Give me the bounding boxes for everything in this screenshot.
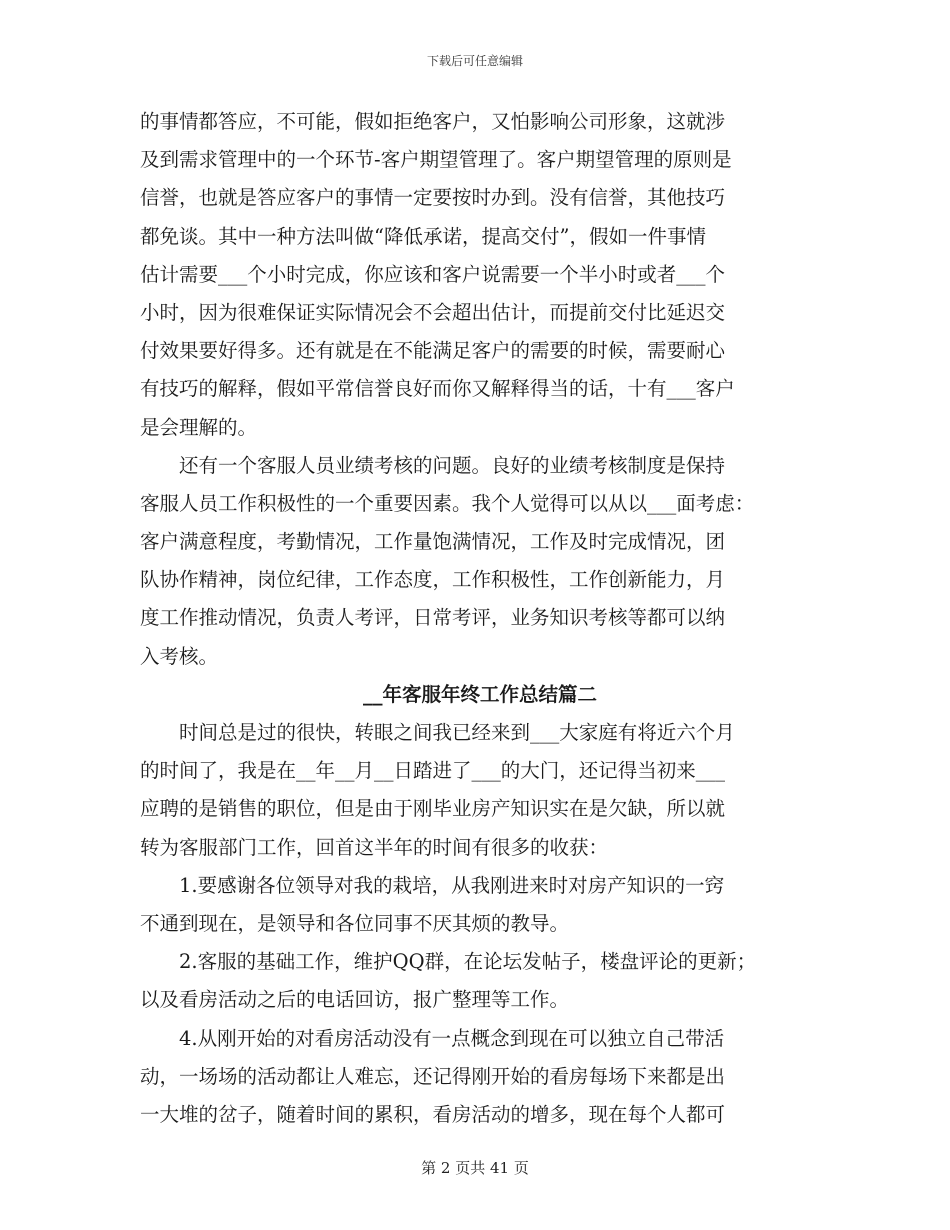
text-line: 的事情都答应，不可能，假如拒绝客户，又怕影响公司形象，这就涉 (140, 110, 726, 133)
text-line: 是会理解的。 (140, 415, 258, 439)
document-body (140, 103, 820, 1134)
text-line: 及到需求管理中的一个环节-客户期望管理了。客户期望管理的原则是 (140, 148, 732, 172)
section-title: __年客服年终工作总结篇二 (362, 682, 597, 706)
text-line: 动，一场场的活动都让人难忘，还记得刚开始的看房每场下来都是出 (140, 1064, 726, 1088)
text-line: 1.要感谢各位领导对我的栽培，从我刚进来时对房产知识的一窍 (140, 873, 725, 897)
text-line: 都免谈。其中一种方法叫做“降低承诺，提高交付”，假如一件事情 (140, 224, 706, 248)
text-line: 度工作推动情况，负责人考评，日常考评，业务知识考核等都可以纳 (140, 606, 726, 630)
text-line: 信誉，也就是答应客户的事情一定要按时办到。没有信誉，其他技巧 (140, 186, 726, 210)
text-line: 一大堆的岔子，随着时间的累积，看房活动的增多，现在每个人都可 (140, 1102, 726, 1126)
text-line: 客户满意程度，考勤情况，工作量饱满情况，工作及时完成情况，团 (140, 530, 726, 554)
text-line: 4.从刚开始的对看房活动没有一点概念到现在可以独立自己带活 (140, 1026, 725, 1050)
text-line: 队协作精神，岗位纪律，工作态度，工作积极性，工作创新能力，月 (140, 568, 726, 592)
text-line: 应聘的是销售的职位，但是由于刚毕业房产知识实在是欠缺，所以就 (140, 797, 726, 821)
text-line: 付效果要好得多。还有就是在不能满足客户的需要的时候，需要耐心 (140, 339, 726, 363)
text-line: 还有一个客服人员业绩考核的问题。良好的业绩考核制度是保持 (140, 453, 726, 477)
text-line: 时间总是过的很快，转眼之间我已经来到___大家庭有将近六个月 (140, 721, 735, 744)
text-line: 估计需要___个小时完成，你应该和客户说需要一个半小时或者___个 (140, 262, 726, 286)
text-line: 不通到现在，是领导和各位同事不厌其烦的教导。 (140, 911, 570, 935)
text-line: 小时，因为很难保证实际情况会不会超出估计，而提前交付比延迟交 (140, 300, 726, 324)
page-header: 下载后可任意编辑 (426, 54, 523, 68)
text-line: 以及看房活动之后的电话回访，报广整理等工作。 (140, 988, 570, 1012)
page-number: 第 2 页共 41 页 (421, 1159, 529, 1177)
text-line: 入考核。 (140, 644, 219, 668)
text-line: 转为客服部门工作，回首这半年的时间有很多的收获： (140, 835, 609, 859)
text-line: 2.客服的基础工作，维护QQ群，在论坛发帖子，楼盘评论的更新； (140, 950, 757, 974)
text-line: 客服人员工作积极性的一个重要因素。我个人觉得可以从以___面考虑： (140, 491, 755, 515)
text-line: 有技巧的解释，假如平常信誉良好而你又解释得当的话，十有___客户 (140, 377, 735, 401)
text-line: 的时间了，我是在__年__月__日踏进了___的大门，还记得当初来___ (140, 759, 726, 783)
